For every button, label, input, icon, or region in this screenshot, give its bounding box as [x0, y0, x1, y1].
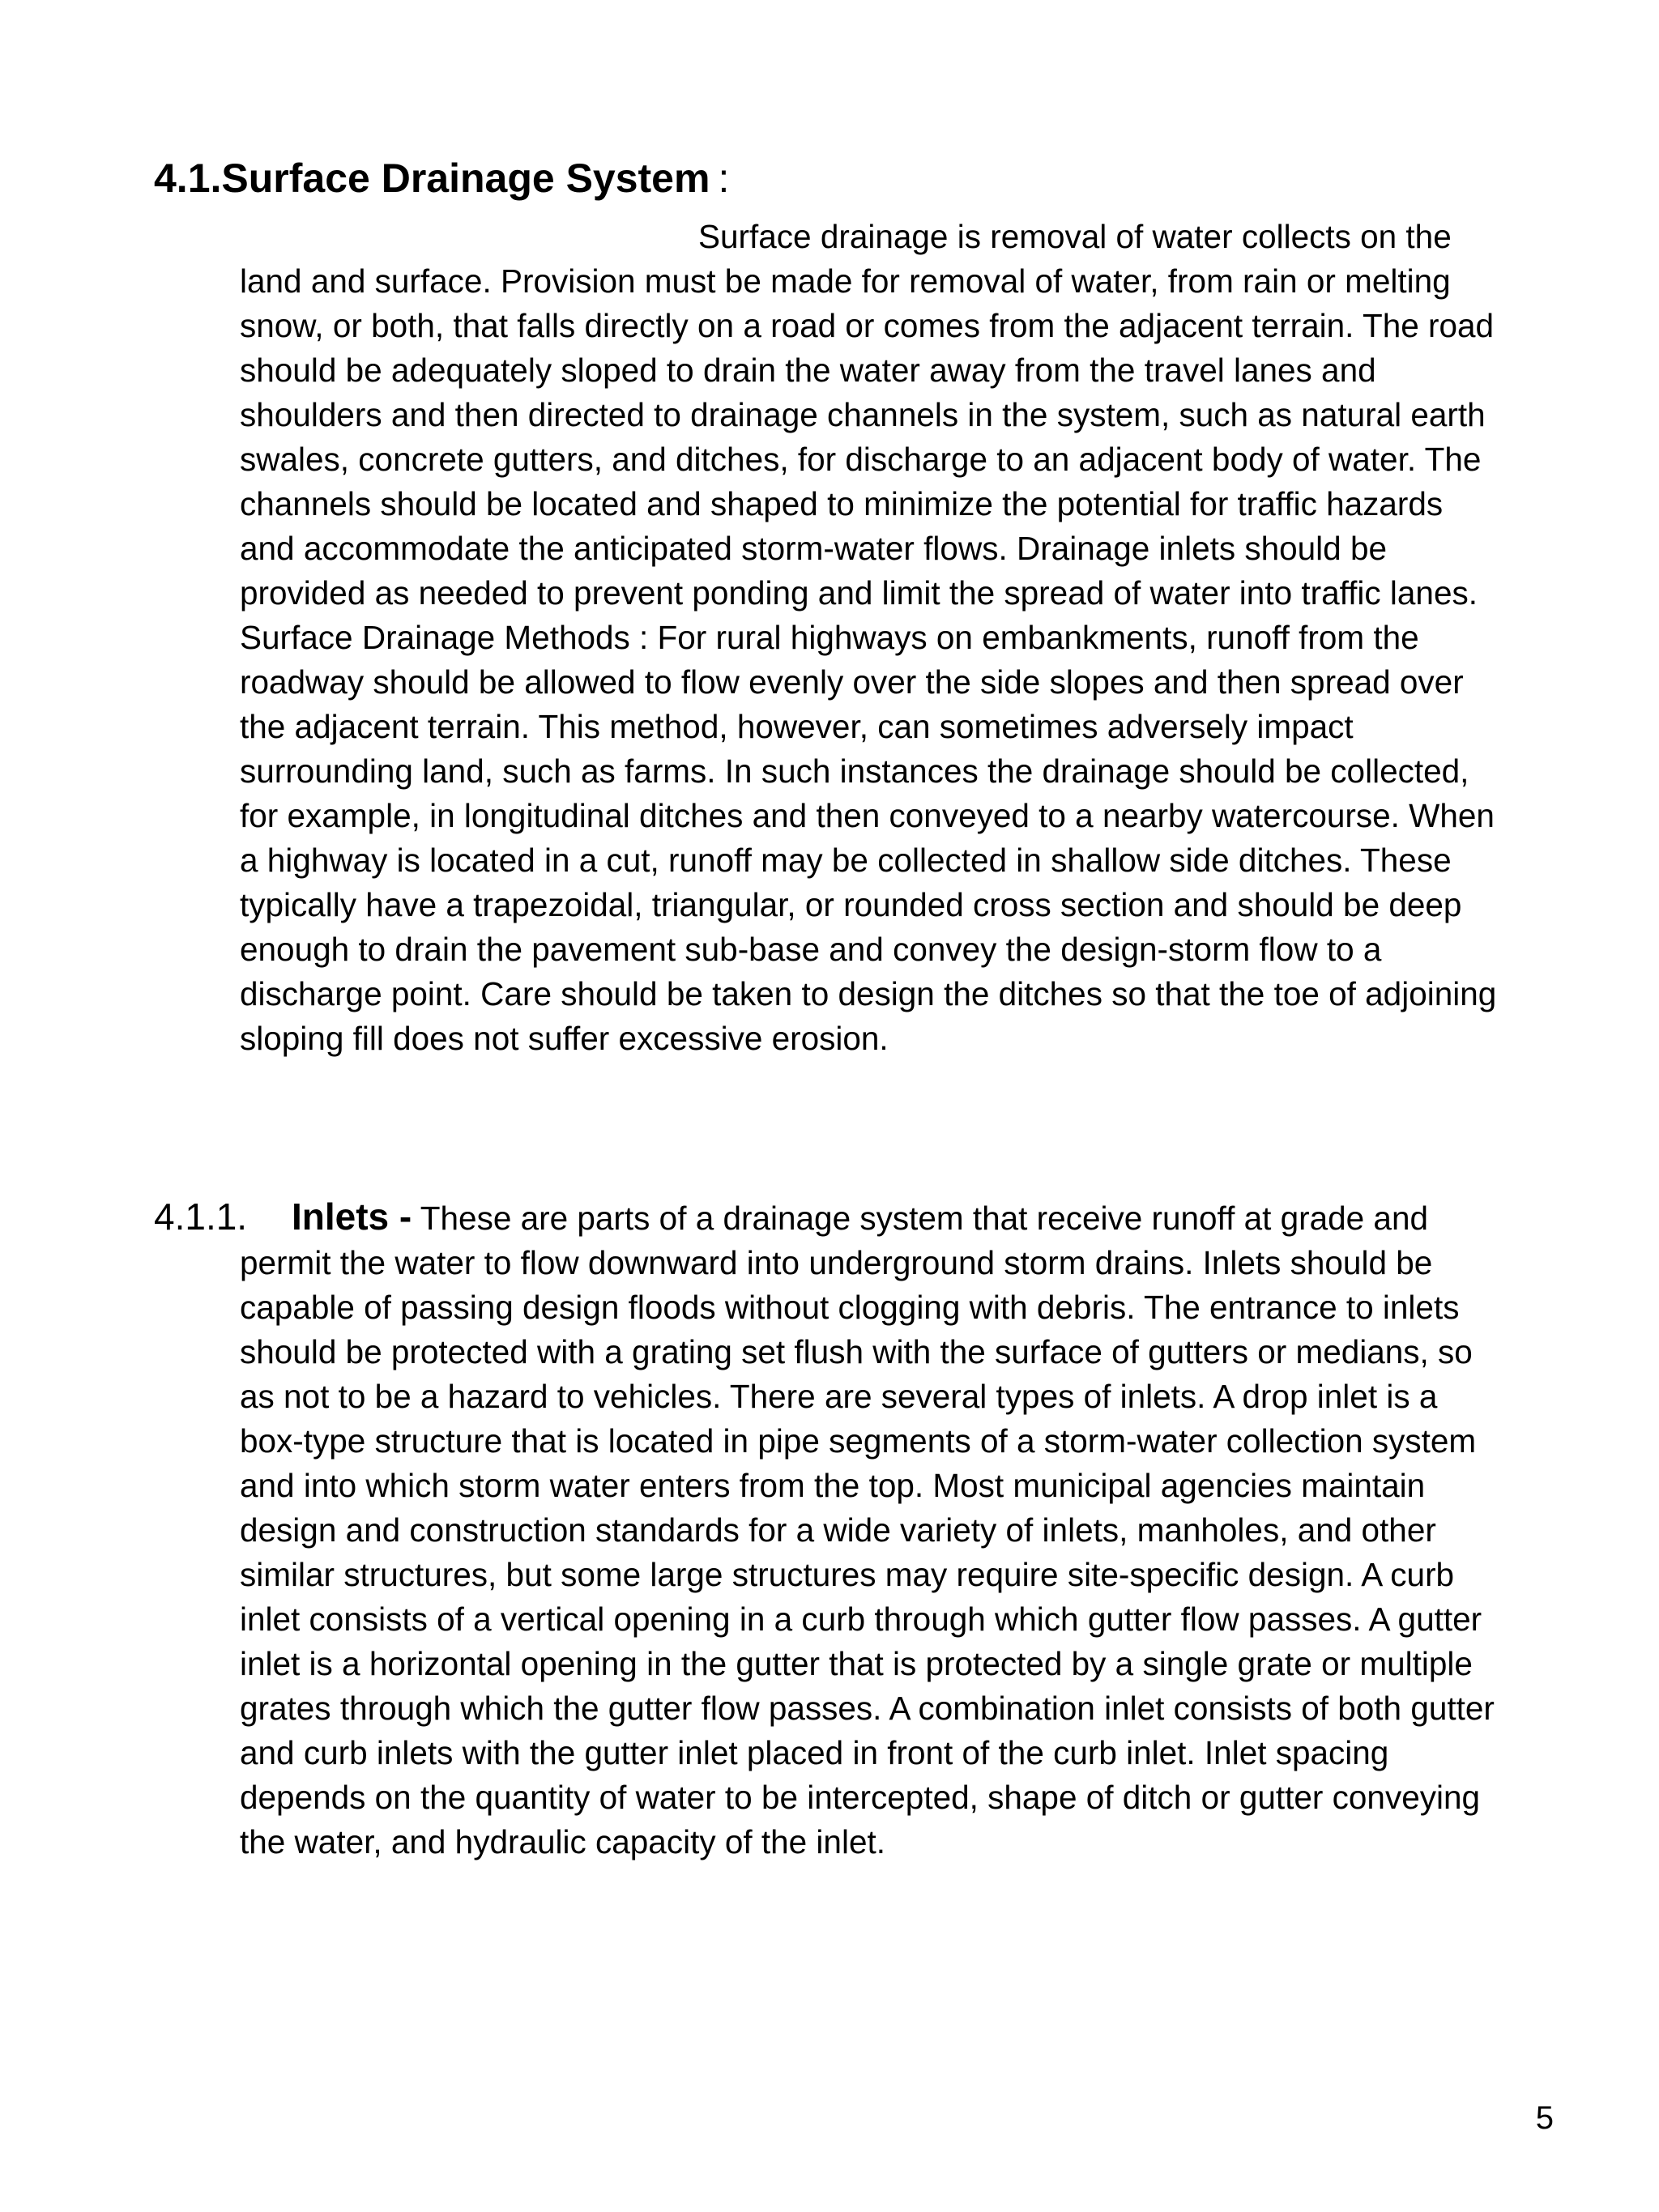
section-heading-surface-drainage — [154, 152, 729, 204]
page-number: 5 — [1535, 2100, 1554, 2136]
section-heading-colon: : — [718, 156, 730, 201]
inlets-intro-text: These are parts of a drainage system that receive runoff at grade and — [420, 1200, 1429, 1237]
section-heading-text: 4.1.Surface Drainage System — [154, 156, 710, 201]
subsection-title: Inlets - — [292, 1196, 412, 1238]
inlets-first-line — [154, 1194, 1505, 1241]
inlets-paragraph: permit the water to flow downward into underground storm drains. Inlets should be capable of passing design floods without clogging with debris. The entrance to inlets should be protected with a grating set flush with the surface of gutters or medians, so as not to be a hazard to vehicles. There are several types of inlets. A drop inlet is a box-type structure that is located in pipe segments of a storm-water collection system and into which storm water enters from the top. Most municipal agencies maintain design and construction standards for a wide variety of inlets, manholes, and other similar structures, but some large structures may require site-specific design. A curb inlet consists of a vertical opening in a curb through which gutter flow passes. A gutter inlet is a horizontal opening in the gutter that is protected by a single grate or multiple grates through which the gutter flow passes. A combination inlet consists of both gutter and curb inlets with the gutter inlet placed in front of the curb inlet. Inlet spacing depends on the quantity of water to be intercepted, shape of ditch or gutter conveying the water, and hydraulic capacity of the inlet. — [240, 1244, 1495, 1860]
section-inlets — [154, 1194, 1505, 1865]
surface-drainage-paragraph: Surface drainage is removal of water collects on the land and surface. Provision must be made for removal of water, from rain or melting snow, or both, that falls directly on a road or comes from the adjacent terrain. The road should be adequately sloped to drain the water away from the travel lanes and shoulders and then directed to drainage channels in the system, such as natural earth swales, concrete gutters, and ditches, for discharge to an adjacent body of water. The channels should be located and shaped to minimize the potential for traffic hazards and accommodate the anticipated storm-water flows. Drainage inlets should be provided as needed to prevent ponding and limit the spread of water into traffic lanes. Surface Drainage Methods : For rural highways on embankments, runoff from the roadway should be allowed to flow evenly over the side slopes and then spread over the adjacent terrain. This method, however, can sometimes adversely impact surrounding land, such as farms. In such instances the drainage should be collected, for example, in longitudinal ditches and then conveyed to a nearby watercourse. When a highway is located in a cut, runoff may be collected in shallow side ditches. These typically have a trapezoidal, triangular, or rounded cross section and should be deep enough to drain the pavement sub-base and convey the design-storm flow to a discharge point. Care should be taken to design the ditches so that the toe of adjoining sloping fill does not suffer excessive erosion. — [240, 218, 1497, 1057]
subsection-number: 4.1.1. — [154, 1196, 248, 1238]
